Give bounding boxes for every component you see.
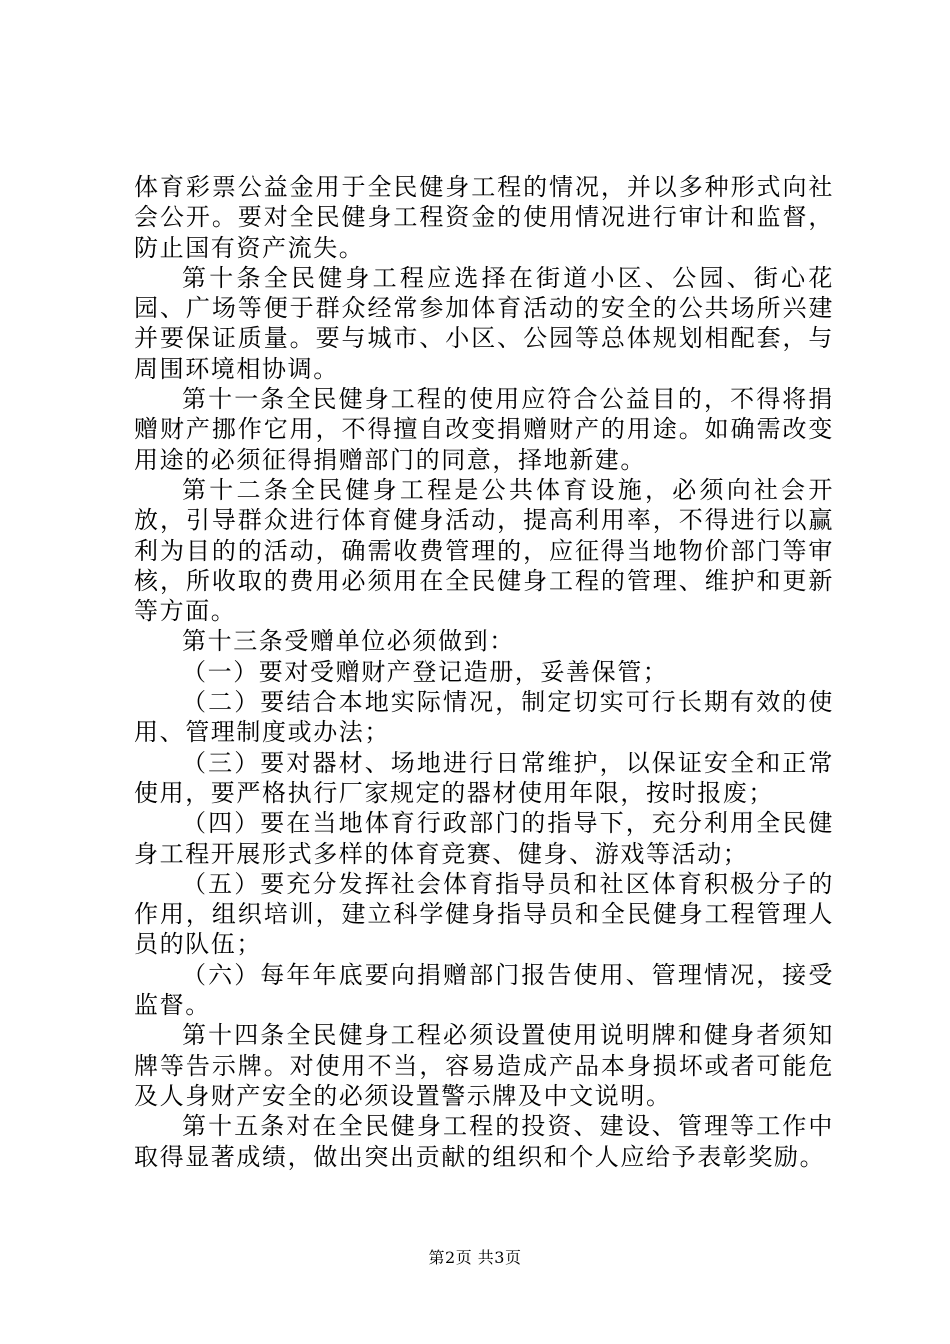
article-13-item-4: （四）要在当地体育行政部门的指导下，充分利用全民健身工程开展形式多样的体育竞赛、健身、游戏等活动； bbox=[134, 809, 834, 868]
article-13: 第十三条受赠单位必须做到： bbox=[182, 627, 515, 656]
article-10: 第十条全民健身工程应选择在街道小区、公园、街心花园、广场等便于群众经常参加体育活动的安全的公共场所兴建并要保证质量。要与城市、小区、公园等总体规划相配套，与周围环境相协调。 bbox=[134, 263, 834, 383]
article-14: 第十四条全民健身工程必须设置使用说明牌和健身者须知牌等告示牌。对使用不当，容易造成产品本身损坏或者可能危及人身财产安全的必须设置警示牌及中文说明。 bbox=[134, 1021, 834, 1110]
article-13-item-2: （二）要结合本地实际情况，制定切实可行长期有效的使用、管理制度或办法； bbox=[134, 688, 834, 747]
article-13-item-1: （一）要对受赠财产登记造册，妥善保管； bbox=[182, 657, 669, 686]
page-number-footer: 第2页 共3页 bbox=[428, 1248, 522, 1267]
article-15: 第十五条对在全民健身工程的投资、建设、管理等工作中取得显著成绩，做出突出贡献的组织和个人应给予表彰奖励。 bbox=[134, 1112, 834, 1171]
article-13-item-5: （五）要充分发挥社会体育指导员和社区体育积极分子的作用，组织培训，建立科学健身指导员和全民健身工程管理人员的队伍； bbox=[134, 869, 834, 959]
article-12: 第十二条全民健身工程是公共体育设施，必须向社会开放，引导群众进行体育健身活动，提高利用率，不得进行以赢利为目的的活动，确需收费管理的，应征得当地物价部门等审核，所收取的费用必须用在全民健身工程的管理、维护和更新等方面。 bbox=[134, 475, 834, 626]
paragraph-continued: 体育彩票公益金用于全民健身工程的情况，并以多种形式向社会公开。要对全民健身工程资金的使用情况进行审计和监督，防止国有资产流失。 bbox=[134, 173, 834, 262]
article-13-item-3: （三）要对器材、场地进行日常维护，以保证安全和正常使用，要严格执行厂家规定的器材使用年限，按时报废； bbox=[134, 748, 834, 807]
document-body bbox=[134, 172, 834, 1172]
article-13-item-6: （六）每年年底要向捐赠部门报告使用、管理情况，接受监督。 bbox=[134, 960, 834, 1020]
article-11: 第十一条全民健身工程的使用应符合公益目的，不得将捐赠财产挪作它用，不得擅自改变捐赠财产的用途。如确需改变用途的必须征得捐赠部门的同意，择地新建。 bbox=[134, 385, 834, 474]
